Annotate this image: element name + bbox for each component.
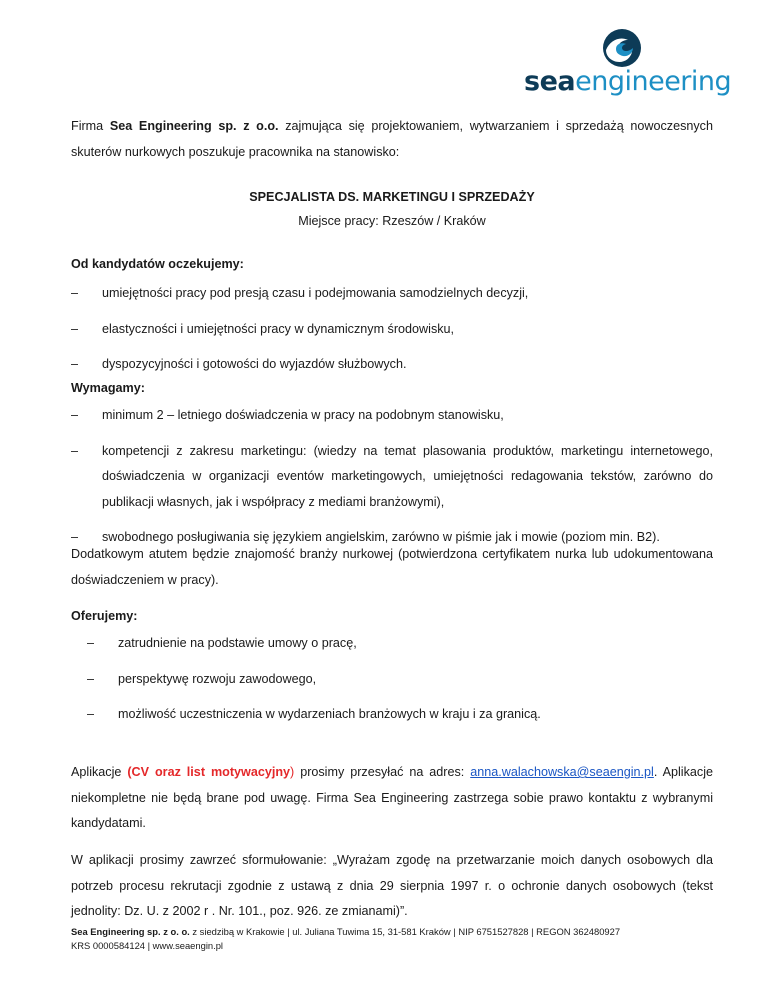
consent-paragraph: W aplikacji prosimy zawrzeć sformułowanie: „Wyrażam zgodę na przetwarzanie moich danych osobowych dla potrzeb procesu rekrutacji zgodnie z ustawą z dnia 29 sierpnia 1997 r. o ochronie danych osobowych (tekst jednolity: Dz. U. z 2002 r . Nr. 101., poz. 926. ze zmianami)”. xyxy=(71,853,713,918)
position-title: SPECJALISTA DS. MARKETINGU I SPRZEDAŻY xyxy=(249,190,535,204)
work-location: Miejsce pracy: Rzeszów / Kraków xyxy=(298,214,486,228)
page-footer xyxy=(71,925,711,953)
list-item: – elastyczności i umiejętności pracy w dynamicznym środowisku, xyxy=(71,321,455,336)
expectations-list xyxy=(71,281,713,388)
company-name: Sea Engineering sp. z o.o. xyxy=(109,119,279,133)
application-paragraph: Aplikacje (CV oraz list motywacyjny) prosimy przesyłać na adres: anna.walachowska@seaengin.pl. Aplikacje niekompletne nie będą brane pod uwagę. Firma Sea Engineering zastrzega sobie prawo kontaktu z wybranymi kandydatami. xyxy=(71,765,714,830)
email-link[interactable]: anna.walachowska@seaengin.pl xyxy=(470,765,654,779)
list-item: – swobodnego posługiwania się językiem angielskim, zarówno w piśmie jak i mowie (poziom min. B2). xyxy=(71,530,660,544)
list-item: – perspektywę rozwoju zawodowego, xyxy=(87,671,317,686)
offer-list xyxy=(71,631,713,738)
required-documents: CV oraz list motywacyjny xyxy=(131,765,291,779)
list-item: – zatrudnienie na podstawie umowy o pracę, xyxy=(87,636,357,650)
requirements-heading: Wymagamy: xyxy=(71,381,145,395)
footer-line-2: KRS 0000584124 | www.seaengin.pl xyxy=(71,940,224,951)
logo-wordmark: seaengineering xyxy=(524,66,732,97)
bonus-paragraph: Dodatkowym atutem będzie znajomość branży nurkowej (potwierdzona certyfikatem nurka lub udokumentowana doświadczeniem w pracy). xyxy=(71,547,713,587)
list-item: – umiejętności pracy pod presją czasu i podejmowania samodzielnych decyzji, xyxy=(71,286,529,300)
list-item: – minimum 2 – letniego doświadczenia w pracy na podobnym stanowisku, xyxy=(71,408,504,422)
expectations-heading: Od kandydatów oczekujemy: xyxy=(71,257,244,271)
requirements-list xyxy=(71,403,713,561)
footer-line-1: Sea Engineering sp. z o. o. z siedzibą w Krakowie | ul. Juliana Tuwima 15, 31-581 Kraków | NIP 6751527828 | REGON 362480927 xyxy=(71,926,621,937)
list-item: – kompetencji z zakresu marketingu: (wiedzy na temat plasowania produktów, marketingu internetowego, doświadczenia w organizacji eventów marketingowych, umiejętności redagowania tekstów, zarówno do publikacji własnych, jak i współpracy z mediami branżowymi), xyxy=(71,443,713,509)
offer-heading: Oferujemy: xyxy=(71,609,138,623)
intro-paragraph: Firma Sea Engineering sp. z o.o. zajmująca się projektowaniem, wytwarzaniem i sprzedażą nowoczesnych skuterów nurkowych poszukuje pracownika na stanowisko: xyxy=(71,119,713,159)
company-logo xyxy=(524,28,732,98)
wave-logo-icon xyxy=(602,28,642,68)
list-item: – możliwość uczestniczenia w wydarzeniach branżowych w kraju i za granicą. xyxy=(87,707,541,721)
list-item: – dyspozycyjności i gotowości do wyjazdów służbowych. xyxy=(71,357,407,371)
